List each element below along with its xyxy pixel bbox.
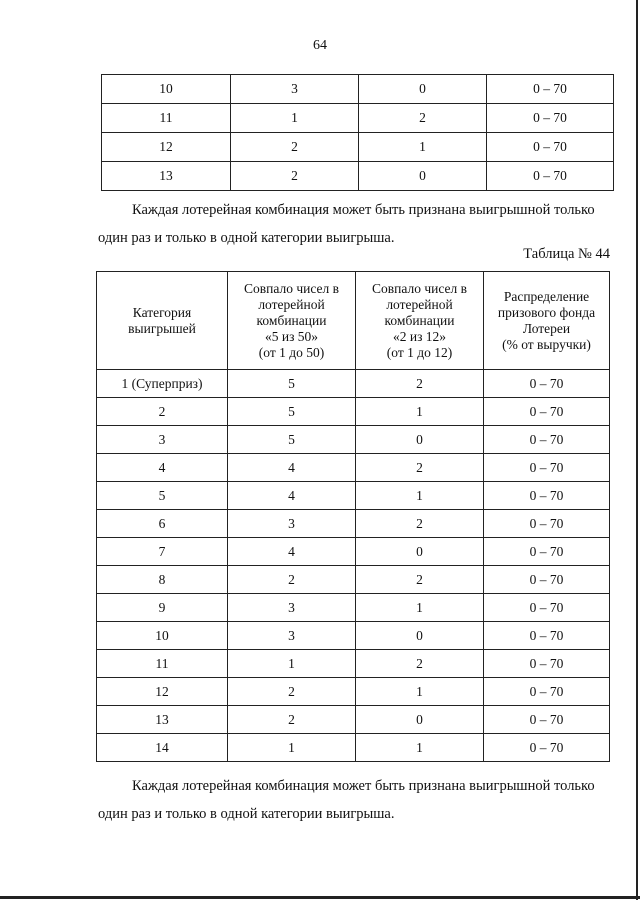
table-cell: 0 – 70: [484, 482, 610, 510]
table-row: [97, 622, 610, 650]
table-row: [97, 650, 610, 678]
table-cell: 0 – 70: [484, 734, 610, 762]
table-cell: 1: [231, 104, 359, 133]
table-row: [97, 370, 610, 398]
table-cell: 2: [231, 133, 359, 162]
table-cell: 1: [356, 594, 484, 622]
note-paragraph-1: Каждая лотерейная комбинация может быть признана выигрышной только один раз и только в одной категории выигрыша.: [98, 202, 595, 246]
table-cell: 0: [356, 426, 484, 454]
table-cell: 2: [356, 566, 484, 594]
table-cell: 9: [97, 594, 228, 622]
table-cell: 0 – 70: [484, 706, 610, 734]
prize-table-44: [96, 271, 610, 762]
table-cell: 0: [356, 706, 484, 734]
table-cell: 1: [228, 734, 356, 762]
table-cell: 0 – 70: [484, 622, 610, 650]
table-cell: 0: [359, 162, 487, 191]
table-cell: 4: [97, 454, 228, 482]
table-cell: 1: [356, 482, 484, 510]
table-cell: 4: [228, 482, 356, 510]
table-cell: 0 – 70: [484, 454, 610, 482]
table-cell: 5: [228, 398, 356, 426]
table-cell: 6: [97, 510, 228, 538]
table-cell: 2: [356, 454, 484, 482]
table-row: [102, 75, 614, 104]
table-row: [102, 133, 614, 162]
table-cell: 0: [356, 538, 484, 566]
table-cell: 0 – 70: [484, 510, 610, 538]
table-cell: 0 – 70: [487, 75, 614, 104]
table-cell: 2: [359, 104, 487, 133]
table-row: [102, 104, 614, 133]
table-cell: 0 – 70: [484, 398, 610, 426]
table-cell: 0 – 70: [484, 650, 610, 678]
table-cell: 1: [356, 678, 484, 706]
table-cell: 10: [97, 622, 228, 650]
table-row: [97, 510, 610, 538]
table-cell: 3: [228, 594, 356, 622]
table-row: [97, 678, 610, 706]
table-cell: 2: [356, 650, 484, 678]
table-cell: 7: [97, 538, 228, 566]
table-cell: 0: [359, 75, 487, 104]
table-row: [97, 566, 610, 594]
table-cell: 13: [97, 706, 228, 734]
table-cell: 0 – 70: [487, 104, 614, 133]
table-cell: 5: [228, 426, 356, 454]
table-cell: 2: [356, 510, 484, 538]
table-cell: 10: [102, 75, 231, 104]
table-row: [102, 162, 614, 191]
table-cell: 1 (Суперприз): [97, 370, 228, 398]
table-cell: 0 – 70: [484, 426, 610, 454]
table-cell: 2: [228, 706, 356, 734]
header-match-5-of-50: Совпало чисел в лотерейной комбинации «5 из 50» (от 1 до 50): [228, 272, 356, 370]
table-row: [97, 398, 610, 426]
table-header-row: [97, 272, 610, 370]
table-cell: 1: [356, 398, 484, 426]
table-row: [97, 482, 610, 510]
table-row: [97, 594, 610, 622]
header-category: Категория выигрышей: [97, 272, 228, 370]
table-cell: 0: [356, 622, 484, 650]
table-cell: 4: [228, 454, 356, 482]
table-cell: 5: [97, 482, 228, 510]
table-cell: 14: [97, 734, 228, 762]
table-cell: 12: [97, 678, 228, 706]
note-paragraph-2: Каждая лотерейная комбинация может быть признана выигрышной только один раз и только в одной категории выигрыша.: [98, 778, 595, 822]
table-cell: 3: [97, 426, 228, 454]
table-cell: 1: [356, 734, 484, 762]
table-row: [97, 426, 610, 454]
scan-edge-bottom: [0, 896, 640, 899]
table-cell: 0 – 70: [484, 678, 610, 706]
table-cell: 4: [228, 538, 356, 566]
header-match-2-of-12: Совпало чисел в лотерейной комбинации «2 из 12» (от 1 до 12): [356, 272, 484, 370]
table-cell: 1: [359, 133, 487, 162]
table-cell: 3: [228, 622, 356, 650]
table-cell: 3: [228, 510, 356, 538]
table-cell: 11: [102, 104, 231, 133]
table-cell: 0 – 70: [484, 370, 610, 398]
table-cell: 1: [228, 650, 356, 678]
table-cell: 2: [356, 370, 484, 398]
table-row: [97, 706, 610, 734]
table-cell: 0 – 70: [484, 538, 610, 566]
table-cell: 0 – 70: [484, 566, 610, 594]
table-cell: 12: [102, 133, 231, 162]
table-cell: 11: [97, 650, 228, 678]
table-cell: 2: [97, 398, 228, 426]
header-prize-fund-distribution: Распределение призового фонда Лотереи (% от выручки): [484, 272, 610, 370]
prize-table-continuation: [101, 74, 614, 191]
table-cell: 0 – 70: [487, 133, 614, 162]
table-cell: 0 – 70: [487, 162, 614, 191]
scan-edge-right: [636, 0, 638, 900]
table-row: [97, 538, 610, 566]
table-cell: 2: [228, 678, 356, 706]
table-cell: 2: [228, 566, 356, 594]
table-row: [97, 454, 610, 482]
table-cell: 5: [228, 370, 356, 398]
table-cell: 8: [97, 566, 228, 594]
table-cell: 3: [231, 75, 359, 104]
table-cell: 2: [231, 162, 359, 191]
table-row: [97, 734, 610, 762]
table-cell: 0 – 70: [484, 594, 610, 622]
table-caption: Таблица № 44: [523, 246, 610, 262]
page-number: 64: [313, 38, 327, 53]
table-cell: 13: [102, 162, 231, 191]
